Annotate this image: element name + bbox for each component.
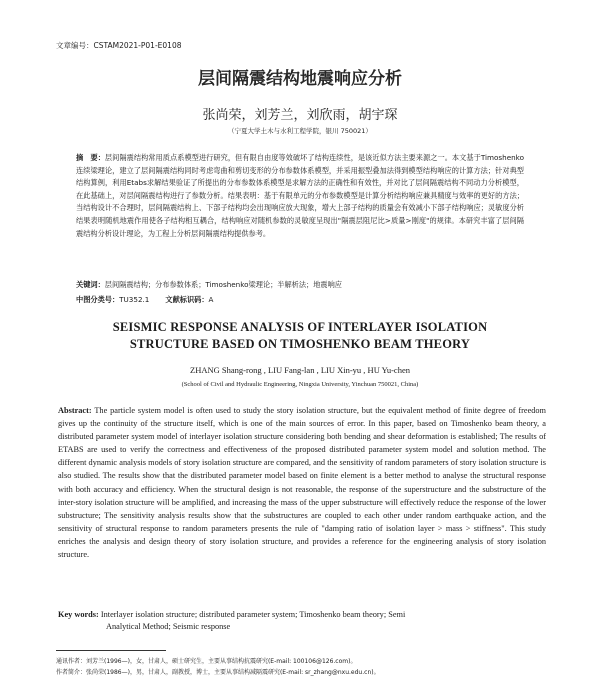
english-affiliation: (School of Civil and Hydraulic Engineering, Ningxia University, Yinchuan 750021, China)	[181, 381, 419, 388]
english-abstract	[58, 404, 546, 561]
classification-value: TU352.1	[119, 295, 150, 304]
chinese-authors: 张尚荣，刘芳兰，刘欣雨，胡宇琛	[202, 108, 398, 123]
english-abstract-label: Abstract:	[58, 406, 92, 415]
chinese-abstract-text: 层间隔震结构常用质点系模型进行研究，但有限自由度等效破坏了结构连续性，是该近似方法主要来源之一。本文基于Timoshenko连续梁理论，建立了层间隔震结构同时考虑弯曲和剪切变形的分布参数体系模型，并采用振型叠加法得到模型结构响应的计算方法；针对典型结构算例，利用Etabs求解结果验证了所提出的分布参数体系模型是求解方法的正确性和有效性，并对比了层间隔震结构不同动力分析模型，在此基础上，对层间隔震结构进行了参数分析。结果表明：基于有限单元的分布参数模型是计算分析结构响应兼具精度与效率的更好的方法；当结构设计不合理时，层间隔震结构上、下部子结构均会出现响应放大现象，增大上部子结构的质量会有效减小下部子结构响应；灵敏度分析结果表明随机地震作用使各子结构相互耦合，结构响应对随机参数的灵敏度呈现出"隔震层阻尼比>质量>刚度"的规律。本研究丰富了层间隔震结构分析设计理论，为工程上分析层间隔震结构提供参考。	[76, 153, 524, 238]
footnote-corresponding-author: 通讯作者：刘芳兰(1996—)，女，甘肃人，硕士研究生，主要从事结构抗震研究(E-mail: 100106@126.com)。	[56, 658, 357, 665]
chinese-title: 层间隔震结构地震响应分析	[198, 69, 402, 89]
footnote-divider	[56, 650, 166, 651]
chinese-affiliation: （宁夏大学土木与水利工程学院，银川 750021）	[228, 127, 372, 135]
english-abstract-text: The particle system model is often used to study the story isolation structure, but the equivalent method of finite degree of freedom gives up the continuity of the structure itself, which is one of the main sources of error. In this paper, based on Timoshenko beam theory, a distributed parameter system model of interlayer isolation structure considering both bending and shear deformation is established; The results of ETABS are used to verify the correctness and effectiveness of the proposed distributed parameter system model and solution method. The different dynamic analysis models of story isolation structure are compared, and the sensitivity of random parameters of story isolation structure is also studied. The results show that the distributed parameter model based on finite element is a better method to analyse the structural response with both accuracy and efficiency. When the structural design is not reasonable, the response of the superstructure and the substructure of the inter-story isolation structure will be amplified, and increasing the mass of the upper substructure will effectively reduce the response of the lower substructure; The sensitivity analysis results show that the substructures are coupled to each other under random earthquake action, and the sensitivity of structural response to random parameters presents the rule of "damping ratio of isolation layer > mass > stiffness". This study enriches the analysis and design theory of story isolation structure, and provides a reference for the engineering analysis of story isolation structure.	[58, 406, 546, 560]
chinese-keywords-label: 关键词：	[76, 280, 105, 289]
english-keywords-line2: Analytical Method; Seismic response	[106, 622, 231, 631]
classification-line	[76, 295, 524, 305]
document-code-label: 文献标识码：	[165, 295, 209, 304]
chinese-abstract	[76, 152, 524, 240]
classification-label: 中图分类号：	[76, 295, 120, 304]
english-title	[0, 319, 600, 353]
english-title-line1: SEISMIC RESPONSE ANALYSIS OF INTERLAYER ISOLATION	[112, 320, 488, 334]
chinese-keywords	[76, 280, 524, 290]
english-keywords	[58, 609, 546, 633]
english-title-line2: STRUCTURE BASED ON TIMOSHENKO BEAM THEORY	[129, 337, 471, 351]
article-number: 文章编号：CSTAM2021-P01-E0108	[56, 41, 182, 50]
english-keywords-line1: Interlayer isolation structure; distributed parameter system; Timoshenko beam theory; Semi	[98, 610, 406, 619]
chinese-keywords-text: 层间隔震结构；分布参数体系；Timoshenko梁理论；半解析法；地震响应	[104, 280, 342, 289]
chinese-abstract-label: 摘 要：	[76, 153, 105, 162]
english-keywords-label: Key words:	[58, 610, 99, 619]
document-code-value: A	[208, 295, 214, 304]
english-authors: ZHANG Shang-rong , LIU Fang-lan , LIU Xin-yu , HU Yu-chen	[190, 365, 410, 375]
footnote-author-bio: 作者简介：张尚荣(1986—)，男，甘肃人，副教授，博士，主要从事结构减隔震研究(E-mail: sr_zhang@nxu.edu.cn)。	[56, 669, 380, 676]
